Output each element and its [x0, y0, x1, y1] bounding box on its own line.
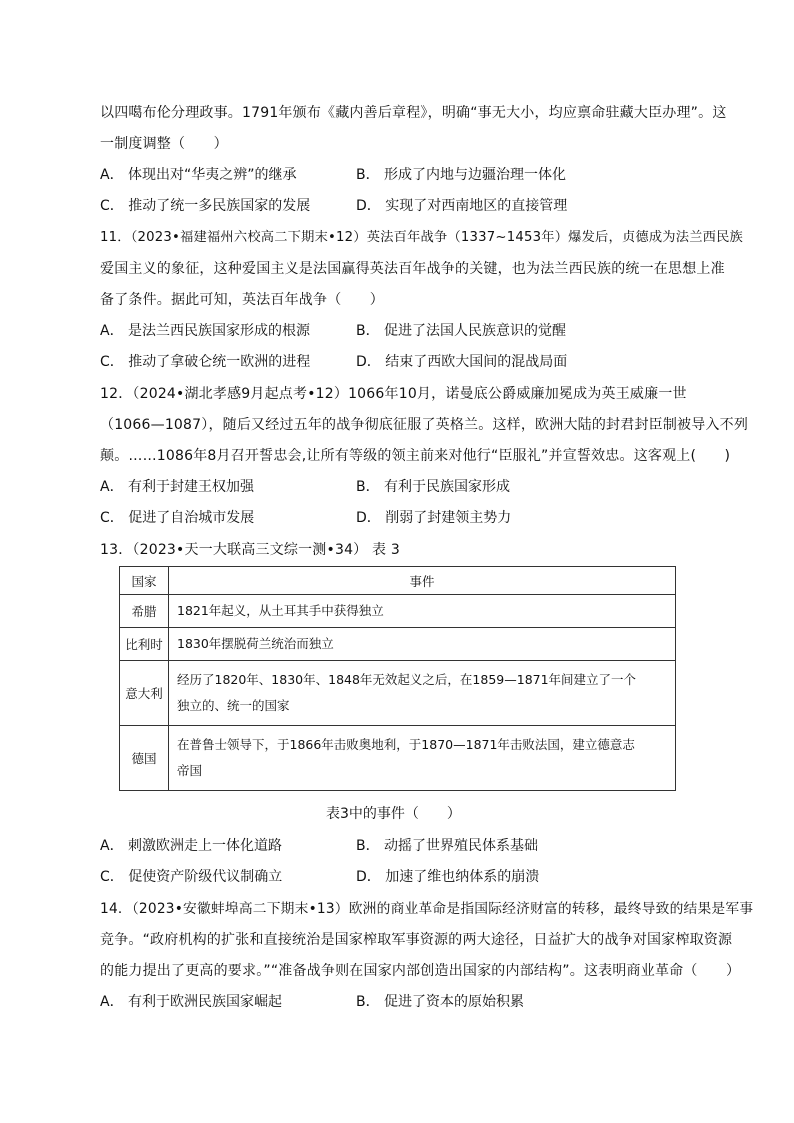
- table-row: [120, 661, 676, 726]
- question-10-option-d: D． 实现了对西南地区的直接管理: [356, 198, 568, 214]
- question-12-option-d: D． 削弱了封建领主势力: [356, 510, 512, 526]
- question-11-option-a: A． 是法兰西民族国家形成的根源: [100, 323, 311, 339]
- question-12-option-a: A． 有利于封建王权加强: [100, 479, 255, 495]
- event-line: 在普鲁士领导下，于1866年击败奥地利，于1870—1871年击败法国，建立德意志: [177, 737, 635, 752]
- question-14-text-line: 的能力提出了更高的要求。”“准备战争则在国家内部创造出国家的内部结构”。这表明商业革命（ ）: [100, 963, 741, 979]
- question-11-option-d: D． 结束了西欧大国间的混战局面: [356, 354, 568, 370]
- question-12-option-b: B． 有利于民族国家形成: [356, 479, 511, 495]
- table-cell-event: [169, 628, 676, 661]
- table-cell-country: 比利时: [120, 628, 169, 661]
- table-header-row: [120, 567, 676, 595]
- event-line: 独立的、统一的国家: [177, 698, 290, 713]
- question-10-option-c: C． 推动了统一多民族国家的发展: [100, 198, 311, 214]
- table-header-country: 国家: [120, 567, 169, 595]
- event-line: 帝国: [177, 763, 203, 778]
- table-row: [120, 726, 676, 791]
- event-line: 1830年摆脱荷兰统治而独立: [177, 636, 334, 651]
- event-line: 经历了1820年、1830年、1848年无效起义之后，在1859—1871年间建立了一个: [177, 672, 637, 687]
- question-12-text-line: 12．（2024•湖北孝感9月起点考•12）1066年10月，诺曼底公爵威廉加冕成为英王威廉一世: [100, 386, 687, 402]
- question-13-option-d: D． 加速了维也纳体系的崩溃: [356, 869, 540, 885]
- table-cell-country: 希腊: [120, 595, 169, 628]
- table-caption: 表3中的事件（ ）: [326, 806, 461, 822]
- question-13-option-c: C． 促使资产阶级代议制确立: [100, 869, 283, 885]
- question-13-option-b: B． 动摇了世界殖民体系基础: [356, 838, 539, 854]
- question-11-text-line: 11．（2023•福建福州六校高二下期末•12）英法百年战争（1337~1453年）爆发后，贞德成为法兰西民族: [100, 230, 743, 245]
- question-14-text-line: 14．（2023•安徽蚌埠高二下期末•13）欧洲的商业革命是指国际经济财富的转移，最终导致的结果是军事: [100, 901, 754, 917]
- question-11-option-b: B． 促进了法国人民族意识的觉醒: [356, 323, 567, 339]
- question-10-option-b: B． 形成了内地与边疆治理一体化: [356, 167, 567, 183]
- table-row: [120, 628, 676, 661]
- question-13-header: 13．（2023•天一大联高三文综一测•34） 表 3: [100, 542, 400, 558]
- question-10-text-line: 以四噶布伦分理政事。1791年颁布《藏内善后章程》，明确“事无大小，均应禀命驻藏大臣办理”。这: [100, 105, 727, 121]
- question-11-text-line: 备了条件。据此可知，英法百年战争（ ）: [100, 292, 384, 308]
- question-14-option-a: A． 有利于欧洲民族国家崛起: [100, 994, 283, 1010]
- question-11-text-line: 爱国主义的象征，这种爱国主义是法国赢得英法百年战争的关键，也为法兰西民族的统一在思想上准: [100, 261, 725, 277]
- table-cell-event: [169, 595, 676, 628]
- table-cell-event: [169, 726, 676, 791]
- question-12-text-line: （1066—1087），随后又经过五年的战争彻底征服了英格兰。这样，欧洲大陆的封君封臣制被导入不列: [100, 417, 749, 433]
- question-11-option-c: C． 推动了拿破仑统一欧洲的进程: [100, 354, 311, 370]
- question-13-option-a: A． 刺激欧洲走上一体化道路: [100, 838, 283, 854]
- question-14-text-line: 竞争。“政府机构的扩张和直接统治是国家榨取军事资源的两大途径，日益扩大的战争对国家榨取资源: [100, 932, 733, 948]
- table-cell-event: [169, 661, 676, 726]
- question-10-text-line: 一制度调整（ ）: [100, 136, 228, 152]
- question-10-option-a: A． 体现出对“华夷之辨”的继承: [100, 167, 297, 183]
- table-cell-country: 意大利: [120, 661, 169, 726]
- table-row: [120, 595, 676, 628]
- question-12-text-line: 颠。……1086年8月召开誓忠会,让所有等级的领主前来对他行“臣服礼”并宣誓效忠。这客观上( ): [100, 448, 731, 464]
- events-table: [119, 566, 676, 791]
- event-line: 1821年起义，从土耳其手中获得独立: [177, 603, 384, 618]
- question-14-option-b: B． 促进了资本的原始积累: [356, 994, 525, 1010]
- question-12-option-c: C． 促进了自治城市发展: [100, 510, 255, 526]
- table-header-event: 事件: [169, 567, 676, 595]
- table-cell-country: 德国: [120, 726, 169, 791]
